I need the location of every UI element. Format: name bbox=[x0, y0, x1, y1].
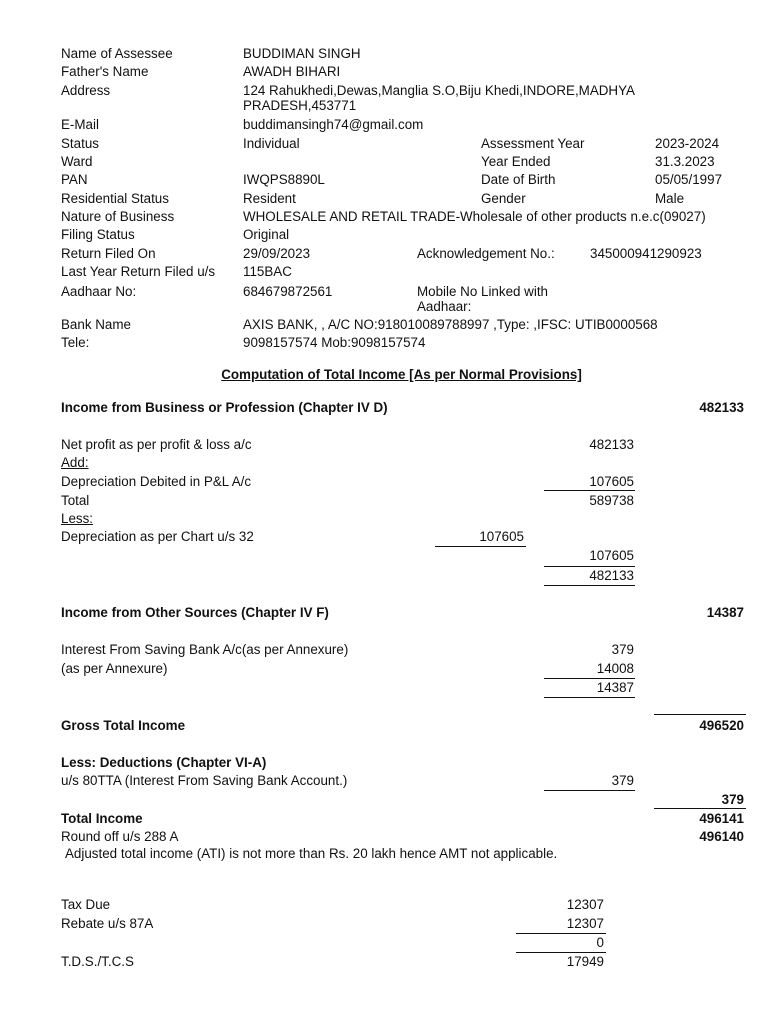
business-income-heading: Income from Business or Profession (Chapter IV D) bbox=[61, 400, 388, 415]
net-profit-value: 482133 bbox=[589, 437, 634, 452]
other-sources-net-value: 14387 bbox=[596, 680, 634, 695]
name-label: Name of Assessee bbox=[61, 46, 173, 61]
dob-value: 05/05/1997 bbox=[655, 172, 723, 187]
address-label: Address bbox=[61, 83, 111, 98]
year-ended-value: 31.3.2023 bbox=[655, 154, 715, 169]
rebate-label: Rebate u/s 87A bbox=[61, 916, 154, 931]
filing-status-label: Filing Status bbox=[61, 227, 135, 242]
net-profit-label: Net profit as per profit & loss a/c bbox=[61, 437, 252, 452]
nature-of-business-value: WHOLESALE AND RETAIL TRADE-Wholesale of other products n.e.c(09027) bbox=[243, 209, 706, 224]
gender-label: Gender bbox=[481, 191, 526, 206]
round-off-value: 496140 bbox=[699, 829, 744, 844]
business-net-value: 482133 bbox=[589, 568, 634, 583]
computation-title: Computation of Total Income [As per Normal Provisions] bbox=[221, 367, 582, 382]
deductions-heading: Less: Deductions (Chapter VI-A) bbox=[61, 755, 267, 770]
address-line-1: 124 Rahukhedi,Dewas,Manglia S.O,Biju Khedi,INDORE,MADHYA bbox=[243, 83, 635, 98]
father-label: Father's Name bbox=[61, 64, 149, 79]
email-label: E-Mail bbox=[61, 117, 99, 132]
gender-value: Male bbox=[655, 191, 685, 206]
aadhaar-label: Aadhaar No: bbox=[61, 284, 137, 299]
tds-tcs-value: 17949 bbox=[566, 954, 604, 969]
rebate-value: 12307 bbox=[566, 916, 604, 931]
underline bbox=[654, 808, 746, 809]
underline bbox=[544, 678, 635, 679]
tds-tcs-label: T.D.S./T.C.S bbox=[61, 954, 134, 969]
other-sources-heading: Income from Other Sources (Chapter IV F) bbox=[61, 605, 329, 620]
last-year-return-label: Last Year Return Filed u/s bbox=[61, 264, 216, 279]
underline bbox=[516, 933, 606, 934]
acknowledgement-value: 345000941290923 bbox=[590, 246, 702, 261]
tax-due-label: Tax Due bbox=[61, 897, 111, 912]
depreciation-chart-value: 107605 bbox=[479, 529, 524, 544]
less-label: Less: bbox=[61, 511, 94, 526]
aadhaar-value: 684679872561 bbox=[243, 284, 333, 299]
pan-label: PAN bbox=[61, 172, 88, 187]
assessment-year-label: Assessment Year bbox=[481, 136, 585, 151]
gross-total-income-value: 496520 bbox=[699, 718, 744, 733]
other-sources-total: 14387 bbox=[706, 605, 744, 620]
assessment-year-value: 2023-2024 bbox=[655, 136, 720, 151]
underline bbox=[544, 585, 635, 586]
filing-status-value: Original bbox=[243, 227, 290, 242]
total-income-label: Total Income bbox=[61, 811, 143, 826]
pan-value: IWQPS8890L bbox=[243, 172, 325, 187]
underline bbox=[544, 566, 635, 567]
annexure-label: (as per Annexure) bbox=[61, 661, 168, 676]
bank-name-value: AXIS BANK, , A/C NO:918010089788997 ,Type: ,IFSC: UTIB0000568 bbox=[243, 317, 658, 332]
business-income-total: 482133 bbox=[699, 400, 744, 415]
assessee-name: BUDDIMAN SINGH bbox=[243, 46, 361, 61]
annexure-value: 14008 bbox=[596, 661, 634, 676]
tax-net-value: 0 bbox=[596, 935, 604, 950]
last-year-return-value: 115BAC bbox=[243, 264, 292, 279]
less-total-value: 107605 bbox=[589, 548, 634, 563]
acknowledgement-label: Acknowledgement No.: bbox=[417, 246, 555, 261]
total-value: 589738 bbox=[589, 493, 634, 508]
underline bbox=[435, 546, 526, 547]
add-label: Add: bbox=[61, 455, 89, 470]
tax-due-value: 12307 bbox=[566, 897, 604, 912]
ati-note: Adjusted total income (ATI) is not more than Rs. 20 lakh hence AMT not applicable. bbox=[65, 846, 558, 861]
email-value: buddimansingh74@gmail.com bbox=[243, 117, 424, 132]
saving-interest-label: Interest From Saving Bank A/c(as per Annexure) bbox=[61, 642, 349, 657]
deduction-80tta-label: u/s 80TTA (Interest From Saving Bank Account.) bbox=[61, 773, 348, 788]
underline bbox=[654, 714, 746, 715]
underline bbox=[516, 952, 606, 953]
return-filed-on-label: Return Filed On bbox=[61, 246, 156, 261]
dob-label: Date of Birth bbox=[481, 172, 556, 187]
underline bbox=[544, 490, 635, 491]
bank-name-label: Bank Name bbox=[61, 317, 131, 332]
deductions-total-value: 379 bbox=[721, 792, 744, 807]
tele-label: Tele: bbox=[61, 335, 90, 350]
return-filed-on-value: 29/09/2023 bbox=[243, 246, 311, 261]
underline bbox=[544, 697, 635, 698]
year-ended-label: Year Ended bbox=[481, 154, 551, 169]
depreciation-debited-label: Depreciation Debited in P&L A/c bbox=[61, 474, 252, 489]
round-off-label: Round off u/s 288 A bbox=[61, 829, 179, 844]
underline bbox=[544, 790, 635, 791]
total-label: Total bbox=[61, 493, 90, 508]
depreciation-chart-label: Depreciation as per Chart u/s 32 bbox=[61, 529, 254, 544]
residential-status-value: Resident bbox=[243, 191, 296, 206]
depreciation-debited-value: 107605 bbox=[589, 474, 634, 489]
address-line-2: PRADESH,453771 bbox=[243, 98, 357, 113]
gross-total-income-label: Gross Total Income bbox=[61, 718, 186, 733]
mobile-linked-label-1: Mobile No Linked with bbox=[417, 284, 548, 299]
tele-value: 9098157574 Mob:9098157574 bbox=[243, 335, 426, 350]
status-label: Status bbox=[61, 136, 99, 151]
ward-label: Ward bbox=[61, 154, 93, 169]
deduction-80tta-value: 379 bbox=[611, 773, 634, 788]
mobile-linked-label-2: Aadhaar: bbox=[417, 299, 472, 314]
residential-status-label: Residential Status bbox=[61, 191, 169, 206]
nature-of-business-label: Nature of Business bbox=[61, 209, 175, 224]
saving-interest-value: 379 bbox=[611, 642, 634, 657]
father-name: AWADH BIHARI bbox=[243, 64, 341, 79]
status-value: Individual bbox=[243, 136, 300, 151]
total-income-value: 496141 bbox=[699, 811, 744, 826]
